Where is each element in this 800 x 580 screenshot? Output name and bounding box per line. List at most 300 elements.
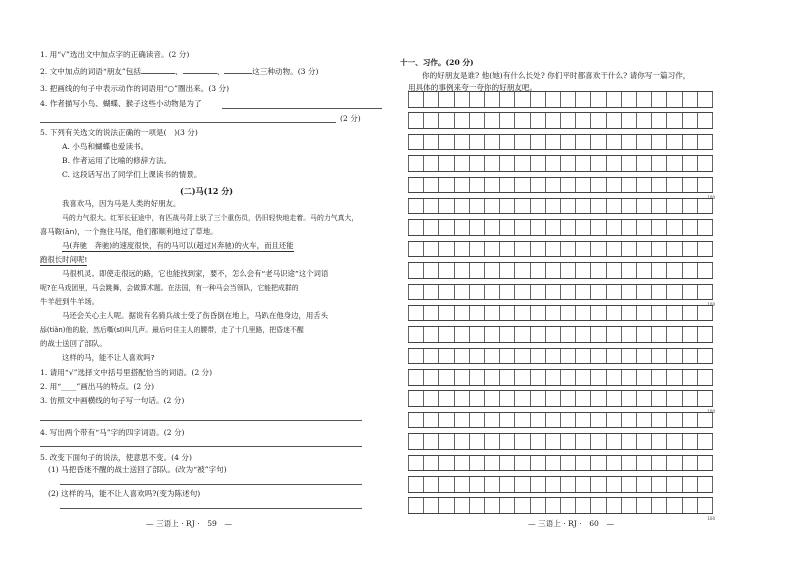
grid-row[interactable] [408, 497, 715, 521]
grid-cell[interactable] [652, 113, 667, 128]
grid-cell[interactable] [515, 370, 530, 385]
grid-cell[interactable] [561, 456, 576, 471]
grid-cell[interactable] [531, 477, 546, 492]
grid-cell[interactable] [622, 263, 637, 278]
grid-cell[interactable] [531, 113, 546, 128]
grid-cell[interactable] [622, 220, 637, 235]
grid-cell[interactable] [652, 156, 667, 171]
grid-cell[interactable] [698, 135, 713, 150]
grid-cell[interactable] [424, 349, 439, 364]
grid-cell[interactable] [485, 391, 500, 406]
grid-cell[interactable] [531, 306, 546, 321]
grid-cell[interactable] [698, 477, 713, 492]
grid-cell[interactable] [667, 370, 682, 385]
grid-cell[interactable] [591, 199, 606, 214]
grid-cell[interactable] [667, 178, 682, 193]
grid-cell[interactable] [408, 413, 424, 428]
grid-cell[interactable] [607, 135, 622, 150]
grid-cell[interactable] [591, 370, 606, 385]
grid-cell[interactable] [408, 135, 424, 150]
grid-cell[interactable] [439, 370, 454, 385]
grid-cell[interactable] [515, 92, 530, 107]
grid-cell[interactable] [500, 306, 515, 321]
grid-cell[interactable] [591, 349, 606, 364]
grid-cell[interactable] [561, 156, 576, 171]
grid-cell[interactable] [500, 456, 515, 471]
grid-cell[interactable] [667, 156, 682, 171]
grid-cell[interactable] [637, 477, 652, 492]
grid-cell[interactable] [561, 242, 576, 257]
grid-cell[interactable] [500, 135, 515, 150]
grid-cell[interactable] [637, 370, 652, 385]
grid-cell[interactable] [591, 498, 606, 513]
grid-cell[interactable] [455, 135, 470, 150]
grid-cell[interactable] [439, 285, 454, 300]
grid-cell[interactable] [561, 477, 576, 492]
grid-cell[interactable] [546, 434, 561, 449]
grid-cell[interactable] [561, 434, 576, 449]
grid-cell[interactable] [683, 434, 698, 449]
grid-cell[interactable] [424, 263, 439, 278]
grid-cell[interactable] [515, 242, 530, 257]
grid-cell[interactable] [470, 135, 485, 150]
grid-cell[interactable] [698, 306, 713, 321]
grid-cell[interactable] [652, 477, 667, 492]
grid-cell[interactable] [637, 156, 652, 171]
grid-cell[interactable] [683, 391, 698, 406]
grid-cell[interactable] [546, 477, 561, 492]
grid-cell[interactable] [455, 199, 470, 214]
grid-cell[interactable] [439, 477, 454, 492]
grid-cell[interactable] [500, 434, 515, 449]
grid-cell[interactable] [470, 498, 485, 513]
grid-cell[interactable] [500, 199, 515, 214]
grid-row[interactable] [408, 177, 715, 201]
grid-cell[interactable] [408, 306, 424, 321]
grid-cell[interactable] [683, 370, 698, 385]
grid-row[interactable] [408, 305, 713, 322]
grid-cell[interactable] [485, 135, 500, 150]
grid-cell[interactable] [485, 306, 500, 321]
grid-cell[interactable] [485, 242, 500, 257]
grid-cell[interactable] [408, 113, 424, 128]
grid-cell[interactable] [607, 456, 622, 471]
grid-cell[interactable] [546, 113, 561, 128]
grid-row[interactable] [408, 134, 713, 151]
grid-cell[interactable] [408, 477, 424, 492]
grid-cell[interactable] [637, 113, 652, 128]
grid-cell[interactable] [531, 456, 546, 471]
grid-cell[interactable] [607, 220, 622, 235]
grid-cell[interactable] [470, 285, 485, 300]
grid-cell[interactable] [470, 113, 485, 128]
grid-cell[interactable] [408, 498, 424, 513]
grid-cell[interactable] [500, 113, 515, 128]
grid-cell[interactable] [667, 242, 682, 257]
grid-cell[interactable] [698, 498, 713, 513]
grid-cell[interactable] [546, 456, 561, 471]
grid-cell[interactable] [439, 178, 454, 193]
grid-cell[interactable] [485, 113, 500, 128]
grid-cell[interactable] [470, 370, 485, 385]
grid-cell[interactable] [683, 113, 698, 128]
grid-row[interactable] [408, 455, 713, 472]
grid-cell[interactable] [622, 135, 637, 150]
grid-cell[interactable] [683, 285, 698, 300]
grid-cell[interactable] [531, 199, 546, 214]
grid-cell[interactable] [546, 178, 561, 193]
grid-cell[interactable] [531, 349, 546, 364]
grid-cell[interactable] [576, 391, 591, 406]
grid-cell[interactable] [607, 263, 622, 278]
grid-cell[interactable] [591, 92, 606, 107]
grid-cell[interactable] [515, 477, 530, 492]
grid-cell[interactable] [531, 391, 546, 406]
grid-cell[interactable] [576, 349, 591, 364]
grid-cell[interactable] [622, 391, 637, 406]
grid-cell[interactable] [576, 413, 591, 428]
grid-cell[interactable] [576, 113, 591, 128]
grid-cell[interactable] [515, 391, 530, 406]
grid-cell[interactable] [637, 498, 652, 513]
grid-cell[interactable] [455, 263, 470, 278]
grid-cell[interactable] [455, 242, 470, 257]
grid-cell[interactable] [576, 263, 591, 278]
grid-cell[interactable] [531, 178, 546, 193]
grid-cell[interactable] [485, 156, 500, 171]
grid-cell[interactable] [576, 456, 591, 471]
grid-cell[interactable] [591, 306, 606, 321]
grid-cell[interactable] [424, 178, 439, 193]
grid-cell[interactable] [424, 413, 439, 428]
grid-cell[interactable] [485, 178, 500, 193]
grid-row[interactable] [408, 476, 713, 493]
grid-cell[interactable] [683, 306, 698, 321]
grid-cell[interactable] [652, 135, 667, 150]
grid-cell[interactable] [515, 199, 530, 214]
grid-row[interactable] [408, 284, 715, 308]
grid-cell[interactable] [637, 391, 652, 406]
grid-cell[interactable] [683, 135, 698, 150]
grid-cell[interactable] [531, 263, 546, 278]
grid-cell[interactable] [607, 285, 622, 300]
grid-cell[interactable] [408, 349, 424, 364]
grid-cell[interactable] [424, 327, 439, 342]
grid-cell[interactable] [637, 327, 652, 342]
grid-cell[interactable] [667, 306, 682, 321]
grid-cell[interactable] [546, 242, 561, 257]
grid-cell[interactable] [607, 242, 622, 257]
grid-cell[interactable] [637, 220, 652, 235]
answer-line[interactable] [60, 484, 362, 485]
grid-cell[interactable] [652, 498, 667, 513]
grid-cell[interactable] [698, 285, 713, 300]
grid-cell[interactable] [424, 199, 439, 214]
grid-cell[interactable] [607, 413, 622, 428]
grid-cell[interactable] [546, 498, 561, 513]
grid-cell[interactable] [652, 92, 667, 107]
grid-cell[interactable] [652, 178, 667, 193]
grid-cell[interactable] [561, 391, 576, 406]
grid-cell[interactable] [424, 456, 439, 471]
grid-cell[interactable] [470, 434, 485, 449]
grid-cell[interactable] [637, 242, 652, 257]
grid-cell[interactable] [637, 413, 652, 428]
grid-cell[interactable] [531, 327, 546, 342]
grid-row[interactable] [408, 262, 713, 279]
grid-cell[interactable] [683, 178, 698, 193]
grid-cell[interactable] [455, 113, 470, 128]
grid-cell[interactable] [515, 456, 530, 471]
grid-cell[interactable] [531, 498, 546, 513]
grid-cell[interactable] [485, 199, 500, 214]
grid-cell[interactable] [485, 349, 500, 364]
grid-cell[interactable] [667, 263, 682, 278]
grid-cell[interactable] [652, 456, 667, 471]
grid-cell[interactable] [485, 477, 500, 492]
grid-cell[interactable] [683, 349, 698, 364]
grid-cell[interactable] [561, 220, 576, 235]
grid-cell[interactable] [698, 327, 713, 342]
grid-cell[interactable] [470, 199, 485, 214]
answer-blank[interactable] [183, 73, 217, 74]
answer-line[interactable] [40, 122, 336, 123]
grid-cell[interactable] [546, 413, 561, 428]
grid-cell[interactable] [408, 391, 424, 406]
grid-cell[interactable] [637, 199, 652, 214]
grid-cell[interactable] [546, 92, 561, 107]
grid-cell[interactable] [515, 156, 530, 171]
grid-cell[interactable] [424, 113, 439, 128]
grid-cell[interactable] [485, 434, 500, 449]
grid-cell[interactable] [607, 92, 622, 107]
grid-cell[interactable] [439, 92, 454, 107]
grid-row[interactable] [408, 112, 713, 129]
grid-cell[interactable] [485, 220, 500, 235]
grid-cell[interactable] [667, 456, 682, 471]
grid-cell[interactable] [408, 156, 424, 171]
grid-cell[interactable] [500, 220, 515, 235]
grid-cell[interactable] [667, 349, 682, 364]
grid-cell[interactable] [683, 242, 698, 257]
grid-cell[interactable] [591, 178, 606, 193]
grid-cell[interactable] [591, 434, 606, 449]
grid-cell[interactable] [439, 306, 454, 321]
grid-cell[interactable] [561, 413, 576, 428]
grid-cell[interactable] [470, 391, 485, 406]
grid-cell[interactable] [607, 477, 622, 492]
grid-cell[interactable] [576, 156, 591, 171]
grid-cell[interactable] [500, 285, 515, 300]
grid-cell[interactable] [698, 199, 713, 214]
grid-row[interactable] [408, 369, 713, 386]
grid-cell[interactable] [485, 456, 500, 471]
grid-cell[interactable] [652, 306, 667, 321]
grid-cell[interactable] [424, 92, 439, 107]
grid-cell[interactable] [439, 391, 454, 406]
grid-cell[interactable] [455, 92, 470, 107]
grid-cell[interactable] [546, 199, 561, 214]
grid-cell[interactable] [607, 327, 622, 342]
grid-cell[interactable] [408, 178, 424, 193]
grid-cell[interactable] [408, 456, 424, 471]
grid-cell[interactable] [485, 285, 500, 300]
grid-cell[interactable] [455, 434, 470, 449]
grid-cell[interactable] [652, 327, 667, 342]
grid-cell[interactable] [515, 306, 530, 321]
grid-cell[interactable] [439, 263, 454, 278]
grid-cell[interactable] [622, 242, 637, 257]
grid-cell[interactable] [622, 370, 637, 385]
grid-cell[interactable] [439, 327, 454, 342]
grid-cell[interactable] [485, 263, 500, 278]
grid-cell[interactable] [424, 391, 439, 406]
grid-cell[interactable] [622, 327, 637, 342]
grid-cell[interactable] [637, 456, 652, 471]
grid-cell[interactable] [408, 263, 424, 278]
grid-cell[interactable] [622, 349, 637, 364]
grid-cell[interactable] [591, 135, 606, 150]
grid-cell[interactable] [591, 391, 606, 406]
grid-cell[interactable] [500, 370, 515, 385]
grid-cell[interactable] [652, 434, 667, 449]
grid-cell[interactable] [470, 306, 485, 321]
grid-cell[interactable] [546, 306, 561, 321]
grid-cell[interactable] [667, 285, 682, 300]
grid-cell[interactable] [470, 156, 485, 171]
grid-cell[interactable] [485, 327, 500, 342]
grid-cell[interactable] [698, 220, 713, 235]
grid-cell[interactable] [500, 391, 515, 406]
grid-cell[interactable] [531, 135, 546, 150]
grid-cell[interactable] [439, 413, 454, 428]
grid-cell[interactable] [698, 391, 713, 406]
grid-cell[interactable] [637, 349, 652, 364]
grid-cell[interactable] [439, 113, 454, 128]
grid-cell[interactable] [485, 370, 500, 385]
grid-cell[interactable] [470, 178, 485, 193]
grid-cell[interactable] [622, 178, 637, 193]
grid-cell[interactable] [622, 92, 637, 107]
grid-cell[interactable] [439, 220, 454, 235]
grid-cell[interactable] [667, 498, 682, 513]
grid-cell[interactable] [515, 327, 530, 342]
answer-line[interactable] [40, 420, 362, 421]
grid-cell[interactable] [424, 285, 439, 300]
grid-cell[interactable] [424, 156, 439, 171]
grid-cell[interactable] [439, 434, 454, 449]
grid-cell[interactable] [591, 477, 606, 492]
grid-cell[interactable] [622, 477, 637, 492]
grid-cell[interactable] [576, 370, 591, 385]
grid-cell[interactable] [546, 327, 561, 342]
grid-cell[interactable] [683, 413, 698, 428]
grid-cell[interactable] [667, 434, 682, 449]
grid-cell[interactable] [546, 156, 561, 171]
grid-cell[interactable] [591, 413, 606, 428]
grid-row[interactable] [408, 241, 713, 258]
grid-cell[interactable] [652, 349, 667, 364]
grid-cell[interactable] [561, 285, 576, 300]
grid-cell[interactable] [515, 349, 530, 364]
grid-cell[interactable] [576, 306, 591, 321]
grid-cell[interactable] [531, 370, 546, 385]
grid-cell[interactable] [622, 156, 637, 171]
grid-cell[interactable] [637, 263, 652, 278]
grid-cell[interactable] [622, 413, 637, 428]
grid-cell[interactable] [455, 456, 470, 471]
grid-cell[interactable] [622, 498, 637, 513]
grid-cell[interactable] [561, 327, 576, 342]
answer-blank[interactable] [224, 73, 252, 74]
grid-cell[interactable] [607, 498, 622, 513]
grid-cell[interactable] [607, 306, 622, 321]
grid-cell[interactable] [622, 285, 637, 300]
grid-cell[interactable] [515, 498, 530, 513]
grid-cell[interactable] [607, 199, 622, 214]
grid-cell[interactable] [561, 498, 576, 513]
grid-cell[interactable] [561, 349, 576, 364]
grid-cell[interactable] [561, 370, 576, 385]
grid-cell[interactable] [637, 178, 652, 193]
grid-cell[interactable] [455, 156, 470, 171]
grid-cell[interactable] [500, 327, 515, 342]
grid-cell[interactable] [470, 413, 485, 428]
grid-cell[interactable] [561, 113, 576, 128]
grid-cell[interactable] [515, 285, 530, 300]
grid-cell[interactable] [683, 456, 698, 471]
grid-cell[interactable] [470, 456, 485, 471]
grid-cell[interactable] [683, 477, 698, 492]
grid-cell[interactable] [439, 456, 454, 471]
grid-cell[interactable] [500, 92, 515, 107]
grid-row[interactable] [408, 198, 713, 215]
grid-cell[interactable] [561, 306, 576, 321]
grid-cell[interactable] [408, 220, 424, 235]
grid-cell[interactable] [698, 349, 713, 364]
grid-cell[interactable] [515, 113, 530, 128]
grid-cell[interactable] [408, 327, 424, 342]
grid-cell[interactable] [470, 220, 485, 235]
grid-cell[interactable] [576, 178, 591, 193]
grid-cell[interactable] [667, 113, 682, 128]
grid-cell[interactable] [424, 242, 439, 257]
grid-cell[interactable] [576, 242, 591, 257]
grid-cell[interactable] [439, 135, 454, 150]
grid-cell[interactable] [485, 413, 500, 428]
grid-cell[interactable] [683, 498, 698, 513]
grid-cell[interactable] [652, 263, 667, 278]
grid-cell[interactable] [622, 113, 637, 128]
grid-cell[interactable] [546, 370, 561, 385]
grid-cell[interactable] [408, 92, 424, 107]
grid-cell[interactable] [424, 498, 439, 513]
grid-cell[interactable] [561, 92, 576, 107]
grid-cell[interactable] [546, 285, 561, 300]
grid-cell[interactable] [698, 178, 713, 193]
grid-cell[interactable] [698, 242, 713, 257]
grid-cell[interactable] [439, 242, 454, 257]
grid-cell[interactable] [455, 477, 470, 492]
grid-cell[interactable] [591, 456, 606, 471]
grid-cell[interactable] [683, 220, 698, 235]
grid-cell[interactable] [622, 456, 637, 471]
grid-cell[interactable] [515, 413, 530, 428]
grid-cell[interactable] [408, 199, 424, 214]
answer-line[interactable] [40, 446, 362, 447]
grid-cell[interactable] [500, 477, 515, 492]
grid-cell[interactable] [455, 370, 470, 385]
